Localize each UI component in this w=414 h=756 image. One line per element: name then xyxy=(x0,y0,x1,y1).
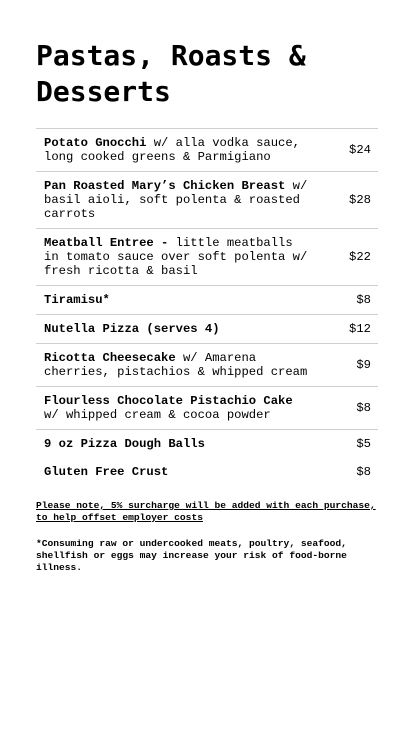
menu-item xyxy=(36,128,378,172)
menu-item-price: $8 xyxy=(356,465,371,479)
menu-item-price: $8 xyxy=(356,401,371,415)
menu-item-name: Ricotta Cheesecake xyxy=(44,351,176,365)
menu-item-description xyxy=(44,322,314,336)
menu-item-name: Potato Gnocchi xyxy=(44,136,147,150)
menu-item-description xyxy=(44,394,314,422)
menu-item-price: $9 xyxy=(356,358,371,372)
menu-item-name: Tiramisu* xyxy=(44,293,110,307)
menu-item xyxy=(36,229,378,286)
menu-item-details: w/ basil aioli, soft polenta & roasted carrots xyxy=(44,179,308,221)
menu-item-description xyxy=(44,293,314,307)
menu-item-name: Pan Roasted Mary’s Chicken Breast xyxy=(44,179,286,193)
food-safety-note: *Consuming raw or undercooked meats, poultry, seafood, shellfish or eggs may increase your risk of food-borne illness. xyxy=(36,538,347,573)
menu-item-name: 9 oz Pizza Dough Balls xyxy=(44,437,205,451)
menu-item-description xyxy=(44,351,314,379)
menu-item xyxy=(36,430,378,458)
menu-item-details: little meatballs in tomato sauce over soft polenta w/ fresh ricotta & basil xyxy=(44,236,308,278)
menu-item xyxy=(36,387,378,430)
menu-item-price: $12 xyxy=(349,322,371,336)
menu-item-description xyxy=(44,179,314,221)
menu-item-name: Flourless Chocolate Pistachio Cake xyxy=(44,394,293,408)
menu-item-details: w/ whipped cream & cocoa powder xyxy=(44,408,271,422)
menu-item xyxy=(36,315,378,344)
menu-item-name: Meatball Entree - xyxy=(44,236,169,250)
menu-list xyxy=(36,128,378,486)
page-title: Pastas, Roasts & Desserts xyxy=(36,39,306,108)
menu-item-description xyxy=(44,437,314,451)
menu-item-details: w/ Amarena cherries, pistachios & whipped cream xyxy=(44,351,308,379)
menu-item-price: $8 xyxy=(356,293,371,307)
menu-item-price: $5 xyxy=(356,437,371,451)
menu-item xyxy=(36,172,378,229)
menu-item-details: w/ alla vodka sauce, long cooked greens & Parmigiano xyxy=(44,136,300,164)
menu-item xyxy=(36,458,378,486)
surcharge-note: Please note, 5% surcharge will be added with each purchase, to help offset employer costs xyxy=(36,500,376,523)
menu-item-description xyxy=(44,136,314,164)
menu-item-name: Gluten Free Crust xyxy=(44,465,169,479)
menu-item-description xyxy=(44,236,314,278)
menu-item-price: $24 xyxy=(349,143,371,157)
menu-item xyxy=(36,344,378,387)
menu-item-price: $28 xyxy=(349,193,371,207)
menu-item-description xyxy=(44,465,314,479)
menu-item xyxy=(36,286,378,315)
menu-item-price: $22 xyxy=(349,250,371,264)
menu-item-name: Nutella Pizza (serves 4) xyxy=(44,322,220,336)
